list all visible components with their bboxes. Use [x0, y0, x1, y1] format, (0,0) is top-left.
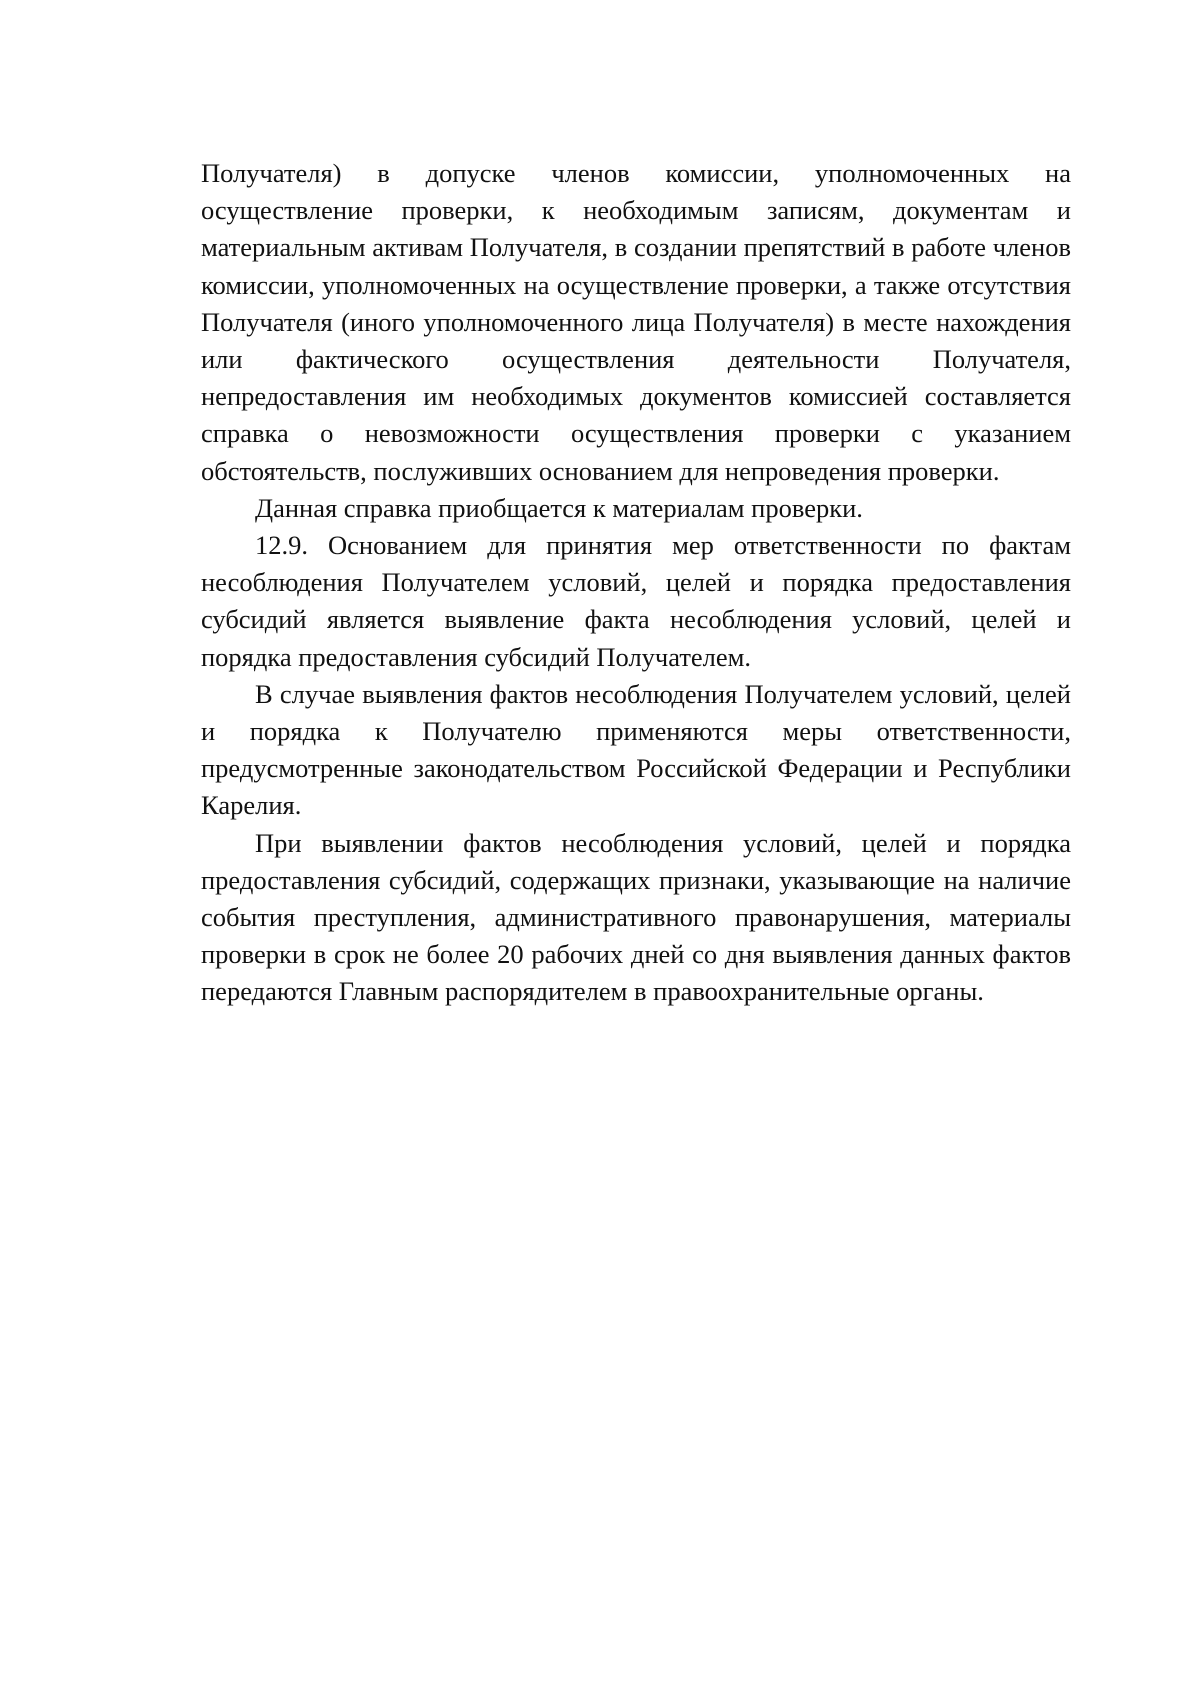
- paragraph-continuation: Получателя) в допуске членов комиссии, уполномоченных на осуществление проверки, к необходимым записям, документам и материальным активам Получателя, в создании препятствий в работе членов комиссии, уполномоченных на осуществление проверки, а также отсутствия Получателя (иного уполномоченного лица Получателя) в месте нахождения или фактического осуществления деятельности Получателя, непредоставления им необходимых документов комиссией составляется справка о невозможности осуществления проверки с указанием обстоятельств, послуживших основанием для непроведения проверки.: [201, 158, 1071, 486]
- paragraph-clause-12-9: 12.9. Основанием для принятия мер ответственности по фактам несоблюдения Получателем условий, целей и порядка предоставления субсидий является выявление факта несоблюдения условий, целей и порядка предоставления субсидий Получателем.: [201, 530, 1071, 672]
- paragraph-law-enforcement: При выявлении фактов несоблюдения условий, целей и порядка предоставления субсидий, содержащих признаки, указывающие на наличие события преступления, административного правонарушения, материалы проверки в срок не более 20 рабочих дней со дня выявления данных фактов передаются Главным распорядителем в правоохранительные органы.: [201, 827, 1071, 1007]
- paragraph-certificate-attached: Данная справка приобщается к материалам проверки.: [255, 492, 863, 523]
- document-body: [201, 155, 1071, 1011]
- paragraph-liability-measures: В случае выявления фактов несоблюдения Получателем условий, целей и порядка к Получателю применяются меры ответственности, предусмотренные законодательством Российской Федерации и Республики Карелия.: [201, 678, 1071, 821]
